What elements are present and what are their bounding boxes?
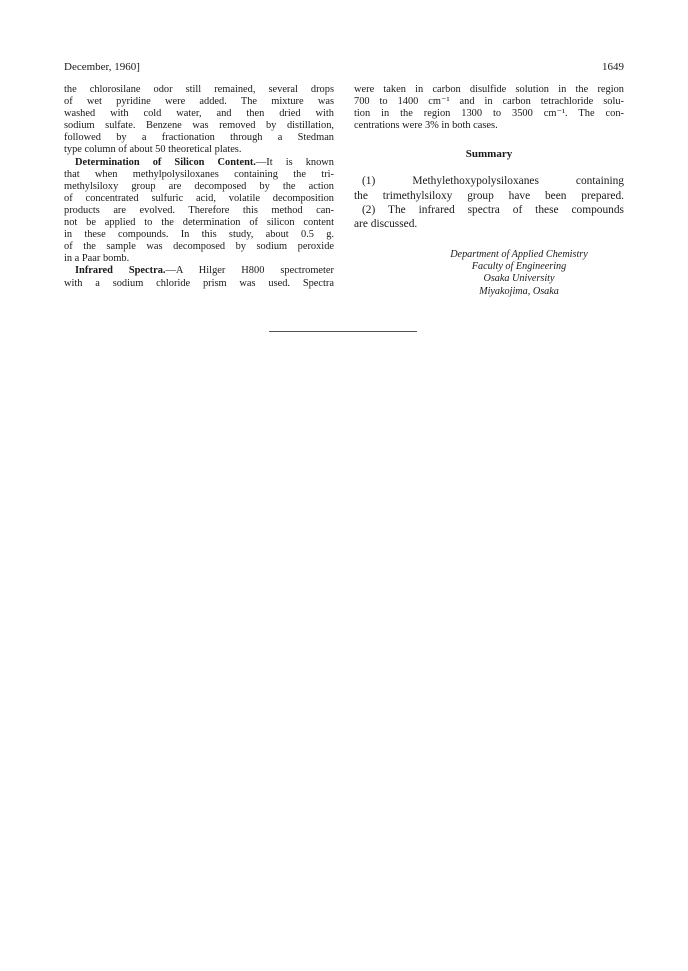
text-line — [64, 157, 334, 169]
section-heading-infrared: Infrared Spectra. — [75, 265, 166, 277]
paragraph-spectra-continued — [354, 84, 624, 132]
text-line: sodium sulfate. Benzene was removed by distillation, — [64, 120, 334, 132]
text-line: 700 to 1400 cm⁻¹ and in carbon tetrachloride solu- — [354, 96, 624, 108]
paragraph-silicon-content — [64, 157, 334, 266]
affiliation-line: Miyakojima, Osaka — [479, 285, 559, 297]
text-line: of concentrated sulfuric acid, volatile decomposition — [64, 192, 334, 204]
text-run: —A Hilger H800 spectrometer — [165, 265, 334, 277]
text-line: of the sample was decomposed by sodium peroxide — [64, 241, 334, 253]
running-header — [64, 61, 624, 75]
text-line: were taken in carbon disulfide solution in the region — [354, 84, 624, 95]
text-line: of wet pyridine were added. The mixture was — [64, 96, 334, 108]
summary-line: the trimethylsiloxy group have been prepared. — [354, 189, 624, 202]
affiliation-line: Faculty of Engineering — [471, 261, 567, 273]
header-date: December, 1960] — [64, 61, 140, 73]
text-line: followed by a fractionation through a Stedman — [64, 132, 334, 144]
text-line: type column of about 50 theoretical plates. — [64, 144, 242, 156]
summary-line: are discussed. — [354, 217, 418, 230]
right-column — [354, 84, 624, 298]
left-column — [64, 84, 334, 290]
author-affiliation — [414, 249, 624, 298]
text-line: washed with cold water, and then dried with — [64, 108, 334, 120]
text-line: with a sodium chloride prism was used. Spectra — [64, 277, 334, 289]
text-line: in these compounds. In this study, about 0.5 g. — [64, 229, 334, 241]
text-line — [64, 265, 334, 277]
paragraph-procedure — [64, 84, 334, 157]
end-of-article-rule — [269, 331, 417, 332]
text-line: products are evolved. Therefore this method can- — [64, 204, 334, 216]
paragraph-infrared — [64, 265, 334, 289]
text-line: not be applied to the determination of silicon content — [64, 217, 334, 229]
section-heading-silicon: Determination of Silicon Content. — [75, 156, 256, 168]
text-line: in a Paar bomb. — [64, 253, 130, 265]
summary-line: (2) The infrared spectra of these compounds — [362, 203, 624, 216]
text-line: tion in the region 1300 to 3500 cm⁻¹. The con- — [354, 108, 624, 120]
text-run: —It is known — [255, 156, 334, 168]
text-line: that when methylpolysiloxanes containing the tri- — [64, 168, 334, 180]
text-line: the chlorosilane odor still remained, several drops — [64, 84, 334, 95]
text-line: centrations were 3% in both cases. — [354, 120, 498, 132]
summary-body — [354, 174, 624, 230]
affiliation-line: Osaka University — [483, 273, 555, 285]
page-number: 1649 — [602, 61, 624, 73]
affiliation-line: Department of Applied Chemistry — [450, 248, 588, 260]
summary-line: (1) Methylethoxypolysiloxanes containing — [362, 175, 624, 188]
summary-heading: Summary — [465, 148, 513, 161]
text-line: methylsiloxy group are decomposed by the action — [64, 180, 334, 192]
